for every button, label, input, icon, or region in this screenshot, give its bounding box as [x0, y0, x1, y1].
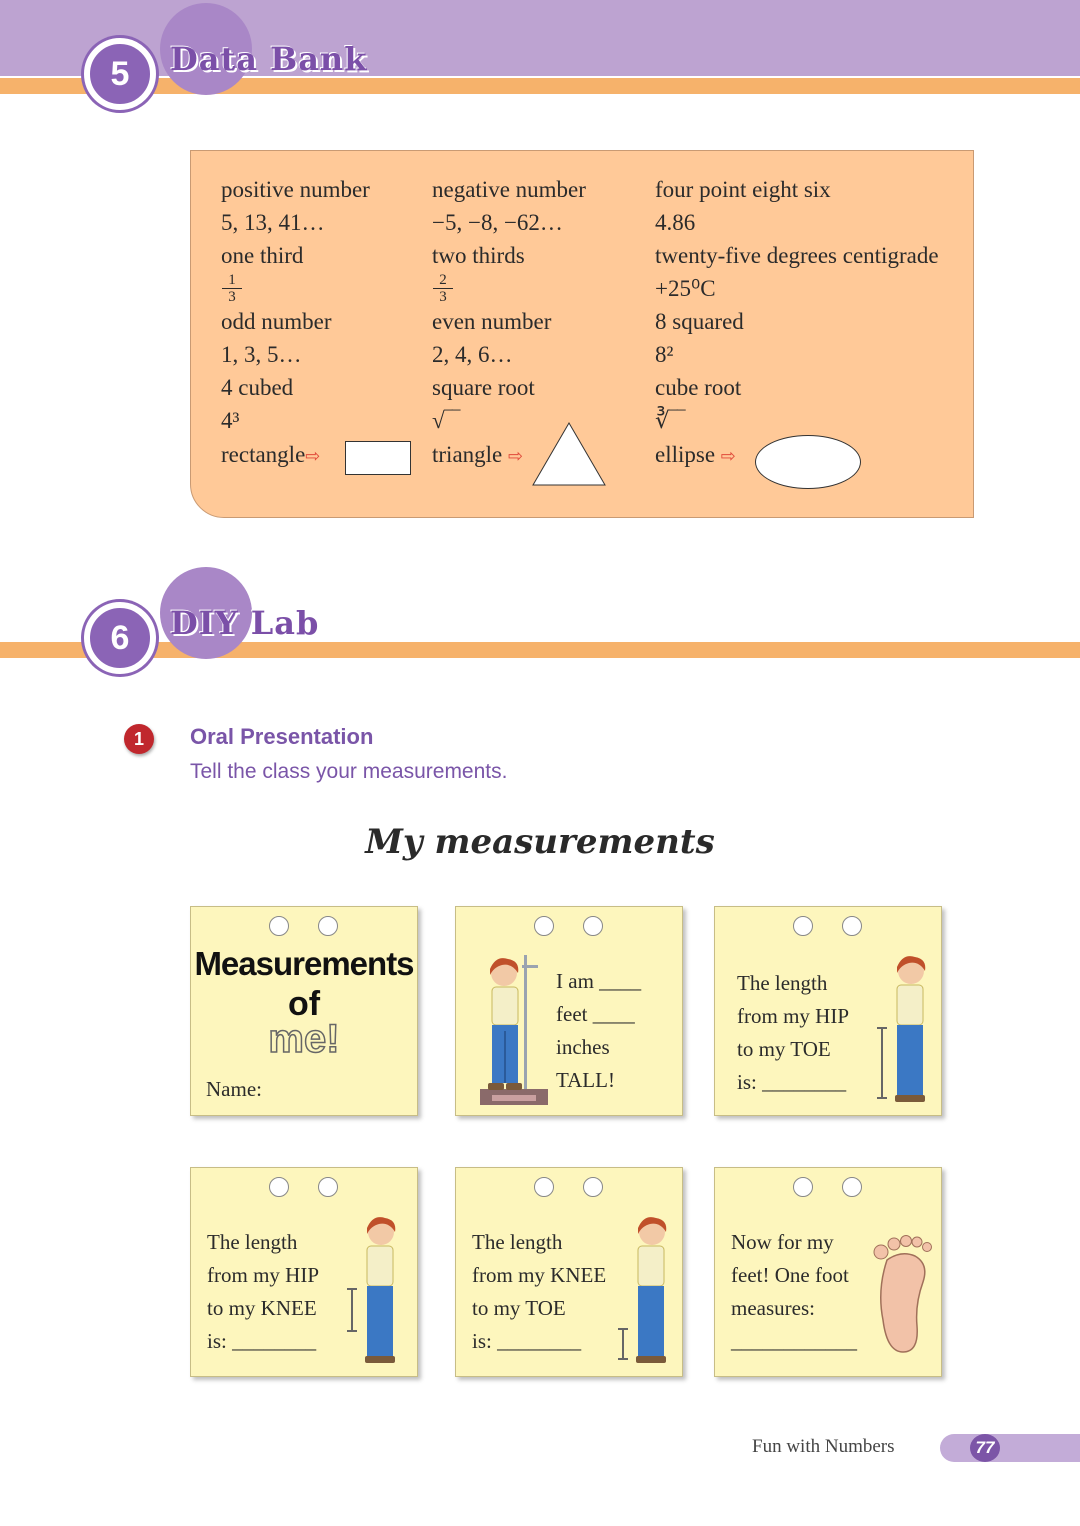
example-four-cubed: 4³ [221, 408, 240, 433]
punch-hole [583, 916, 603, 936]
fraction-numerator: 1 [222, 272, 242, 289]
hip-toe-line-4: is: ________ [737, 1070, 847, 1094]
knee-toe-line-4: is: ________ [472, 1329, 582, 1353]
cover-me: me! [268, 1017, 340, 1061]
boy-standing-illustration [616, 1212, 676, 1370]
foot-line-2: feet! One foot [731, 1263, 849, 1287]
arrow-icon: ⇨ [305, 446, 321, 467]
data-bank-panel [190, 150, 974, 518]
height-line-2: feet ____ [556, 1002, 635, 1026]
example-positive: 5, 13, 41… [221, 210, 325, 235]
term-positive-number: positive number [221, 177, 370, 202]
task-number-badge: 1 [124, 724, 154, 754]
foot-line-4: ____________ [731, 1329, 857, 1353]
punch-hole [842, 916, 862, 936]
fraction-two-thirds [433, 272, 453, 305]
page-number: 77 [970, 1434, 1000, 1462]
hip-toe-line-1: The length [737, 971, 828, 995]
hip-toe-line-3: to my TOE [737, 1037, 831, 1061]
term-odd-number: odd number [221, 309, 332, 334]
term-even-number: even number [432, 309, 552, 334]
foot-line-3: measures: [731, 1296, 815, 1320]
triangle-shape [531, 421, 607, 487]
measurements-heading: My measurements [365, 822, 715, 862]
fraction-one-third [222, 272, 242, 305]
name-label: Name: [206, 1077, 262, 1101]
example-odd: 1, 3, 5… [221, 342, 302, 367]
height-line-4: TALL! [556, 1068, 615, 1092]
boy-standing-illustration [343, 1212, 409, 1370]
punch-hole [793, 1177, 813, 1197]
knee-toe-line-3: to my TOE [472, 1296, 566, 1320]
arrow-icon: ⇨ [720, 446, 736, 467]
hip-knee-line-2: from my HIP [207, 1263, 319, 1287]
foot-line-1: Now for my [731, 1230, 834, 1254]
punch-hole [318, 916, 338, 936]
hip-knee-line-1: The length [207, 1230, 298, 1254]
note-card-knee-to-toe [455, 1167, 683, 1377]
section-number-badge: 5 [84, 38, 156, 110]
punch-hole [793, 916, 813, 936]
section-6-heading [84, 604, 684, 690]
rectangle-label: rectangle [221, 442, 306, 467]
note-card-cover [190, 906, 418, 1116]
section-number-badge: 6 [84, 602, 156, 674]
footer-book-title: Fun with Numbers [752, 1436, 895, 1457]
term-rectangle [221, 440, 320, 472]
section-5-heading [84, 40, 684, 126]
boy-standing-illustration [875, 951, 935, 1109]
fraction-denominator: 3 [439, 289, 447, 305]
punch-hole [269, 916, 289, 936]
term-ellipse [655, 440, 736, 472]
punch-hole [318, 1177, 338, 1197]
boy-on-scale-illustration [478, 951, 552, 1109]
punch-hole [842, 1177, 862, 1197]
hip-knee-line-4: is: ________ [207, 1329, 317, 1353]
section-title: DIY Lab [170, 604, 320, 642]
example-eight-squared: 8² [655, 342, 674, 367]
note-card-hip-to-toe [714, 906, 942, 1116]
note-card-foot [714, 1167, 942, 1377]
page-number-band [940, 1434, 1080, 1462]
punch-hole [583, 1177, 603, 1197]
example-even: 2, 4, 6… [432, 342, 513, 367]
height-line-1: I am ____ [556, 969, 642, 993]
term-one-third: one third [221, 243, 304, 268]
section-title: Data Bank [170, 40, 368, 78]
fraction-denominator: 3 [228, 289, 236, 305]
term-square-root: square root [432, 375, 535, 400]
term-cube-root: cube root [655, 375, 742, 400]
arrow-icon: ⇨ [508, 446, 524, 467]
cube-root-symbol: ∛‾‾ [655, 408, 685, 433]
knee-toe-line-2: from my KNEE [472, 1263, 607, 1287]
term-triangle [432, 440, 523, 472]
punch-hole [534, 916, 554, 936]
task-title: Oral Presentation [190, 724, 374, 749]
example-temperature: +25⁰C [655, 276, 716, 301]
foot-icon [867, 1230, 937, 1360]
note-card-height [455, 906, 683, 1116]
rectangle-shape [345, 441, 411, 475]
triangle-label: triangle [432, 442, 503, 467]
term-decimal-words: four point eight six [655, 177, 831, 202]
term-eight-squared: 8 squared [655, 309, 744, 334]
task-instruction: Tell the class your measurements. [190, 760, 508, 783]
cover-of: of [287, 985, 321, 1023]
hip-knee-line-3: to my KNEE [207, 1296, 317, 1320]
height-line-3: inches [556, 1035, 610, 1059]
knee-toe-line-1: The length [472, 1230, 563, 1254]
punch-hole [534, 1177, 554, 1197]
ellipse-shape [755, 435, 861, 489]
example-negative: −5, −8, −62… [432, 210, 563, 235]
punch-hole [269, 1177, 289, 1197]
square-root-symbol: √‾‾ [432, 408, 460, 433]
term-negative-number: negative number [432, 177, 586, 202]
term-temperature: twenty-five degrees centigrade [655, 243, 939, 268]
example-decimal: 4.86 [655, 210, 696, 235]
hip-toe-line-2: from my HIP [737, 1004, 849, 1028]
fraction-numerator: 2 [433, 272, 453, 289]
note-card-hip-to-knee [190, 1167, 418, 1377]
ellipse-label: ellipse [655, 442, 716, 467]
term-two-thirds: two thirds [432, 243, 525, 268]
term-four-cubed: 4 cubed [221, 375, 294, 400]
cover-title: Measurements [194, 945, 414, 982]
